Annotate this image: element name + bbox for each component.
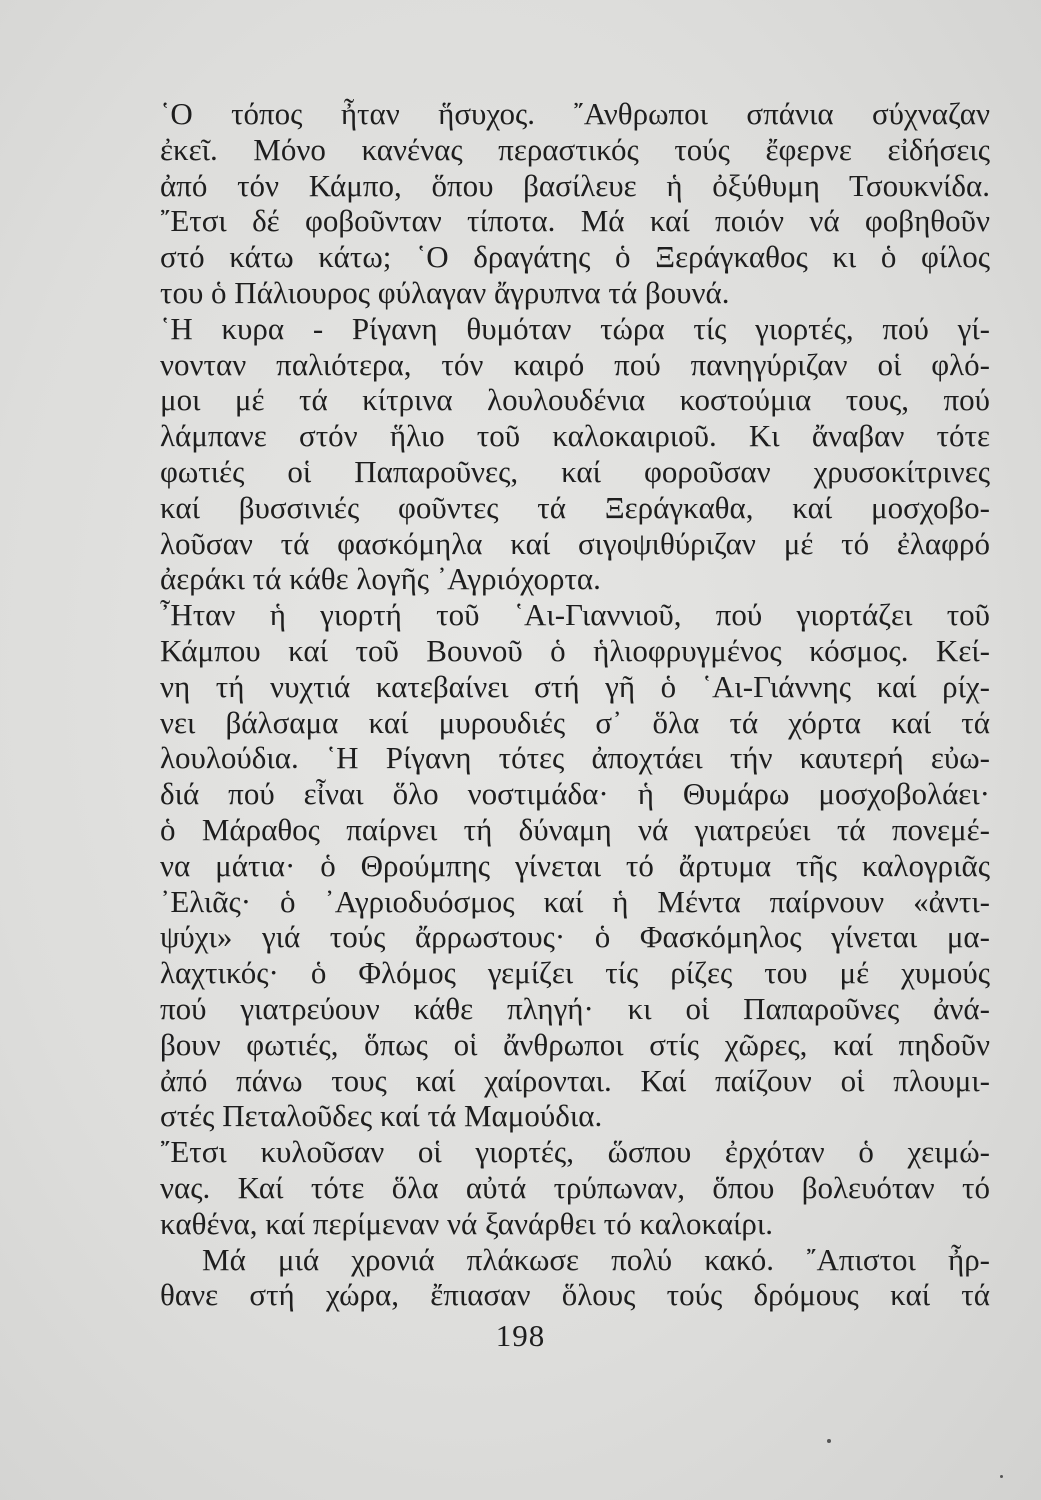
text-line-20: διά πού εἶναι ὅλο νοστιμάδα· ἡ Θυμάρω μοσχοβολάει· — [160, 776, 990, 812]
text-line-18: νει βάλσαμα καί μυρουδιές σ᾿ ὅλα τά χόρτα καί τά — [160, 704, 990, 740]
text-line-17: νη τή νυχτιά κατεβαίνει στή γῆ ὁ ῾Αι-Γιάννης καί ρίχ- — [160, 668, 990, 704]
text-line-8: νονταν παλιότερα, τόν καιρό πού πανηγύριζαν οἱ φλό- — [160, 346, 990, 382]
text-line-6: του ὁ Πάλιουρος φύλαγαν ἄγρυπνα τά βουνά. — [160, 274, 730, 310]
text-line-25: λαχτικός· ὁ Φλόμος γεμίζει τίς ρίζες του μέ χυμούς — [160, 955, 990, 991]
text-line-33: Μά μιά χρονιά πλάκωσε πολύ κακό. ῎Απιστοι ἦρ- — [202, 1241, 990, 1277]
text-line-27: βουν φωτιές, ὅπως οἱ ἄνθρωποι στίς χῶρες, καί πηδοῦν — [160, 1026, 990, 1062]
text-line-3: ἀπό τόν Κάμπο, ὅπου βασίλευε ἡ ὀξύθυμη Τσουκνίδα. — [160, 167, 990, 203]
text-line-9: μοι μέ τά κίτρινα λουλουδένια κοστούμια τους, πού — [160, 382, 990, 418]
text-line-24: ψύχι» γιά τούς ἄρρωστους· ὁ Φασκόμηλος γίνεται μα- — [160, 919, 990, 955]
text-line-23: ᾿Ελιᾶς· ὁ ᾿Αγριοδυόσμος καί ἡ Μέντα παίρνουν «ἀντι- — [160, 883, 990, 919]
text-line-15: ῏Ηταν ἡ γιορτή τοῦ ῾Αι-Γιαννιοῦ, πού γιορτάζει τοῦ — [160, 597, 990, 633]
text-line-30: ῎Ετσι κυλοῦσαν οἱ γιορτές, ὥσπου ἐρχόταν ὁ χειμώ- — [160, 1134, 990, 1170]
text-line-28: ἀπό πάνω τους καί χαίρονται. Καί παίζουν οἱ πλουμι- — [160, 1062, 990, 1098]
text-line-7: ῾Η κυρα - Ρίγανη θυμόταν τώρα τίς γιορτές, πού γί- — [160, 310, 990, 346]
text-line-5: στό κάτω κάτω; ῾Ο δραγάτης ὁ Ξεράγκαθος κι ὁ φίλος — [160, 239, 990, 275]
text-line-4: ῎Ετσι δέ φοβοῦνταν τίποτα. Μά καί ποιόν νά φοβηθοῦν — [160, 203, 990, 239]
text-line-1: ῾Ο τόπος ἦταν ἥσυχος. ῎Ανθρωποι σπάνια σύχναζαν — [160, 96, 990, 131]
body-text — [160, 96, 990, 1313]
text-line-16: Κάμπου καί τοῦ Βουνοῦ ὁ ἡλιοφρυγμένος κόσμος. Κεί- — [160, 632, 990, 668]
text-line-32: καθένα, καί περίμεναν νά ξανάρθει τό καλοκαίρι. — [160, 1205, 773, 1241]
print-speck — [827, 1439, 831, 1443]
text-line-26: πού γιατρεύουν κάθε πληγή· κι οἱ Παπαροῦνες ἀνά- — [160, 990, 990, 1026]
text-line-19: λουλούδια. ῾Η Ρίγανη τότες ἀποχτάει τήν καυτερή εὐω- — [160, 740, 990, 776]
page-number: 198 — [495, 1318, 546, 1353]
text-line-2: ἐκεῖ. Μόνο κανένας περαστικός τούς ἔφερνε εἰδήσεις — [160, 131, 990, 167]
text-line-29: στές Πεταλοῦδες καί τά Μαμούδια. — [160, 1098, 603, 1134]
text-line-12: καί βυσσινιές φοῦντες τά Ξεράγκαθα, καί μοσχοβο- — [160, 489, 990, 525]
text-line-34: θανε στή χώρα, ἔπιασαν ὅλους τούς δρόμους καί τά — [160, 1277, 990, 1313]
text-line-22: να μάτια· ὁ Θρούμπης γίνεται τό ἄρτυμα τῆς καλογριᾶς — [160, 847, 990, 883]
text-line-11: φωτιές οἱ Παπαροῦνες, καί φοροῦσαν χρυσοκίτρινες — [160, 453, 990, 489]
text-line-10: λάμπανε στόν ἥλιο τοῦ καλοκαιριοῦ. Κι ἄναβαν τότε — [160, 418, 990, 454]
text-line-31: νας. Καί τότε ὅλα αὐτά τρύπωναν, ὅπου βολευόταν τό — [160, 1169, 990, 1205]
text-line-21: ὁ Μάραθος παίρνει τή δύναμη νά γιατρεύει τά πονεμέ- — [160, 811, 990, 847]
print-speck — [1000, 1475, 1003, 1478]
text-line-14: ἀεράκι τά κάθε λογῆς ᾿Αγριόχορτα. — [160, 561, 601, 597]
text-line-13: λοῦσαν τά φασκόμηλα καί σιγοψιθύριζαν μέ τό ἐλαφρό — [160, 525, 990, 561]
